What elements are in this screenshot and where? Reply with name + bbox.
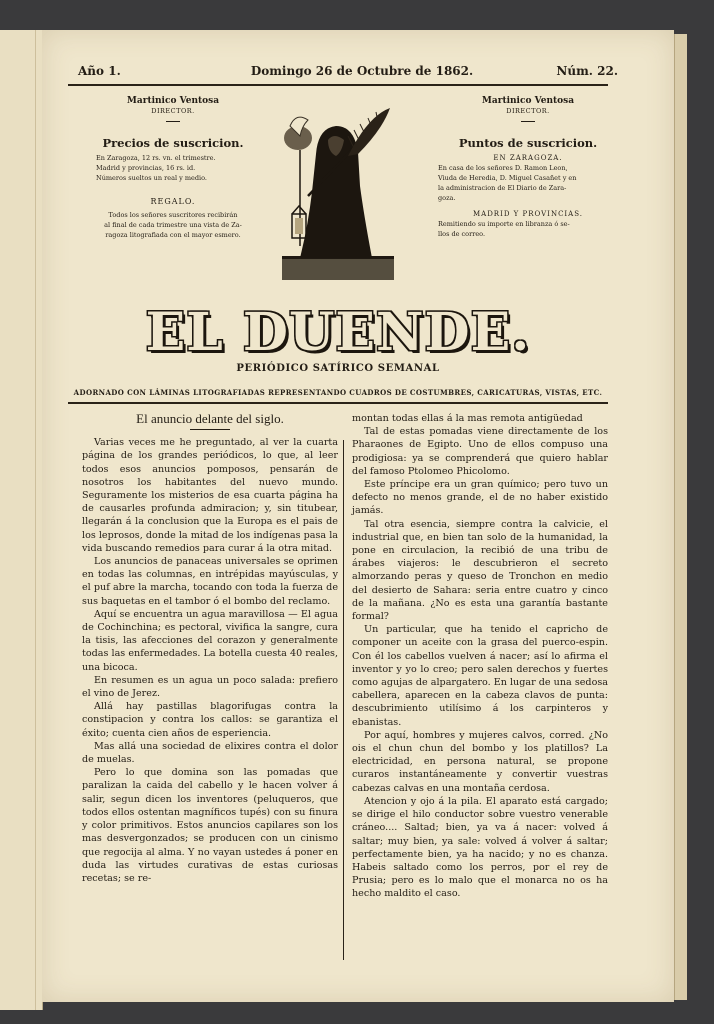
right-info-block <box>438 96 618 239</box>
article-column-2 <box>352 412 608 901</box>
gift-line: al final de cada trimestre una vista de Za- <box>104 221 242 229</box>
article-paragraph: En resumen es un agua un poco salada: prefiero el vino de Jerez. <box>82 674 338 700</box>
page-edge-line <box>35 30 36 1010</box>
newspaper-title: EL DUENDE. <box>145 302 531 363</box>
left-info-block <box>88 96 258 240</box>
city1-line: Viuda de Heredia, D. Miguel Casañet y en <box>438 174 577 182</box>
director-name-left: Martinico Ventosa <box>126 96 220 106</box>
gift-title: REGALO. <box>150 197 196 206</box>
article-paragraph: montan todas ellas á la mas remota antigüedad <box>352 413 583 424</box>
city2-line: Remitiendo su importe en libranza ó se- <box>438 220 570 228</box>
city1-line: goza. <box>438 194 456 202</box>
masthead-rule <box>68 402 608 404</box>
city2-label: MADRID Y PROVINCIAS. <box>472 210 584 218</box>
page-stack-edge <box>674 34 687 1000</box>
title-underline <box>190 429 230 430</box>
director-name-right: Martinico Ventosa <box>481 96 575 106</box>
article-paragraph: Varias veces me he preguntado, al ver la cuarta página de los grandes periódicos, lo que, al leer todos esos anuncios pomposos, pensarán de nosotros los habitantes del nuevo mundo. Seguramente los misterios de esa cuarta página ha de causarles profunda admiracion; y, sin titubear, llegarán á la conclusion que la Europa es el pais de los leprosos, donde la mitad de los indígenas pasa la vida buscando remedios para curar á la otra mitad. <box>82 437 338 554</box>
article-paragraph: Por aquí, hombres y mujeres calvos, corred. ¿No ois el chun chun del bombo y los platillos? La electricidad, en persona natural, se propone curaros instantáneamente y convertir vuestras cabezas calvas en una montaña cerdosa. <box>352 729 608 794</box>
gift-line: Todos los señores suscritores recibirán <box>108 211 238 219</box>
article-paragraph: Allá hay pastillas blagorifugas contra la constipacion y contra los callos: se garantiza el éxito; cuenta cien años de esperiencia. <box>82 701 338 739</box>
divider-left <box>166 121 180 122</box>
prices-title: Precios de suscricion. <box>102 136 244 150</box>
article-paragraph: Tal de estas pomadas viene directamente de los Pharaones de Egipto. Uno de ellos compuso una prodigiosa: ya se comprenderá que quiero hablar del famoso Ptolomeo Phicolomo. <box>352 426 608 477</box>
issue-number: Núm. 22. <box>556 64 618 78</box>
article-paragraph: Pero lo que domina son las pomadas que paralizan la caida del cabello y le hacen volver á salir, segun dicen los inventores (peluqueros, que todos ellos ostentan magníficos tupés) con su finura y color primitivos. Estos anuncios capilares son los mas desvergonzados; se producen con un cinismo que regocija al alma. Y no vayan ustedes á poner en duda las virtudes curativas de estas curiosas recetas; se re- <box>82 767 338 884</box>
director-role-right: DIRECTOR. <box>506 107 550 115</box>
article-paragraph: Un particular, que ha tenido el capricho de componer un aceite con la grasa del puerco-espin. Con él los cabellos vuelven á nacer; así lo afirma el inventor y yo lo creo; pero salen derechos y fuertes como agujas de alpargatero. En lugar de una sedosa cabellera, aparecen en la cabeza clavos de punta: descubrimiento utilísimo á los carpinteros y ebanistas. <box>352 624 608 728</box>
city2-text <box>438 219 618 239</box>
city1-line: la administracion de El Diario de Zara- <box>438 184 567 192</box>
article-paragraph: Mas allá una sociedad de elixires contra el dolor de muelas. <box>82 740 338 766</box>
newspaper-tagline: ADORNADO CON LÁMINAS LITOGRAFIADAS REPRESENTANDO CUADROS DE COSTUMBRES, CARICATURAS, VISTAS, ETC. <box>73 388 603 397</box>
prices-list <box>88 153 258 183</box>
date-label: Domingo 26 de Octubre de 1862. <box>250 64 474 78</box>
newspaper-page <box>42 30 674 1002</box>
gift-line: ragoza litografiada con el mayor esmero. <box>105 231 241 239</box>
city1-label: EN ZARAGOZA. <box>493 154 563 162</box>
article-paragraph: Atencion y ojo á la pila. El aparato está cargado; se dirige el hilo conductor sobre vuestro venerable cráneo.... Saltad; bien, ya va á nacer: volved á saltar; muy bien, ya sale: volved á volver á saltar; perfectamente bien, ya ha nacido; y no es chanza. Habeis saltado como los perros, por el rey de Prusia; pero es lo malo que el monarca no os ha hecho maldito el caso. <box>352 795 608 900</box>
divider-right <box>521 121 535 122</box>
masthead <box>42 302 634 397</box>
director-role-left: DIRECTOR. <box>151 107 195 115</box>
gift-text <box>88 210 258 240</box>
article-paragraph: Tal otra esencia, siempre contra la calvicie, el industrial que, en bien tan solo de la humanidad, la pone en circulacion, la recibió de una tribu de árabes viajeros: le descubrieron el secreto almorzando peras y queso de Tronchon en medio del desierto de Sahara: seria entre cuatro y cinco de la mañana. ¿No es esta una garantía bastante formal? <box>352 518 608 623</box>
article-paragraph: Los anuncios de panaceas universales se oprimen en todas las columnas, en intrépidas mayúsculas, y el puf abre la marcha, tocando con toda la fuerza de sus baquetas en el tambor ó el bombo del reclamo. <box>82 556 338 607</box>
city2-line: llos de correo. <box>438 230 486 238</box>
prices-line: Números sueltos un real y medio. <box>96 174 207 182</box>
top-rule <box>68 84 608 86</box>
article-title: El anuncio delante del siglo. <box>136 411 284 426</box>
year-label: Año 1. <box>78 64 121 78</box>
left-facing-page <box>0 30 43 1010</box>
article-paragraph: Este príncipe era un gran químico; pero tuvo un defecto no menos grande, el de no haber existido jamás. <box>352 479 608 517</box>
hooded-figure-illustration <box>278 96 402 286</box>
prices-line: Madrid y provincias, 16 rs. id. <box>96 164 196 172</box>
article-column-1 <box>82 412 338 885</box>
points-title: Puntos de suscricion. <box>458 136 598 150</box>
column-divider <box>343 440 344 960</box>
city1-line: En casa de los señores D. Ramon Leon, <box>438 164 568 172</box>
newspaper-subtitle: PERIÓDICO SATÍRICO SEMANAL <box>236 363 440 374</box>
prices-line: En Zaragoza, 12 rs. vn. el trimestre. <box>96 154 216 162</box>
article-paragraph: Aquí se encuentra un agua maravillosa — El agua de Cochinchina; es pectoral, vivifica la sangre, cura la tisis, las afecciones del corazon y generalmente todas las enfermedades. La botella cuesta 40 reales, una bicoca. <box>82 608 338 673</box>
city1-text <box>438 163 618 203</box>
